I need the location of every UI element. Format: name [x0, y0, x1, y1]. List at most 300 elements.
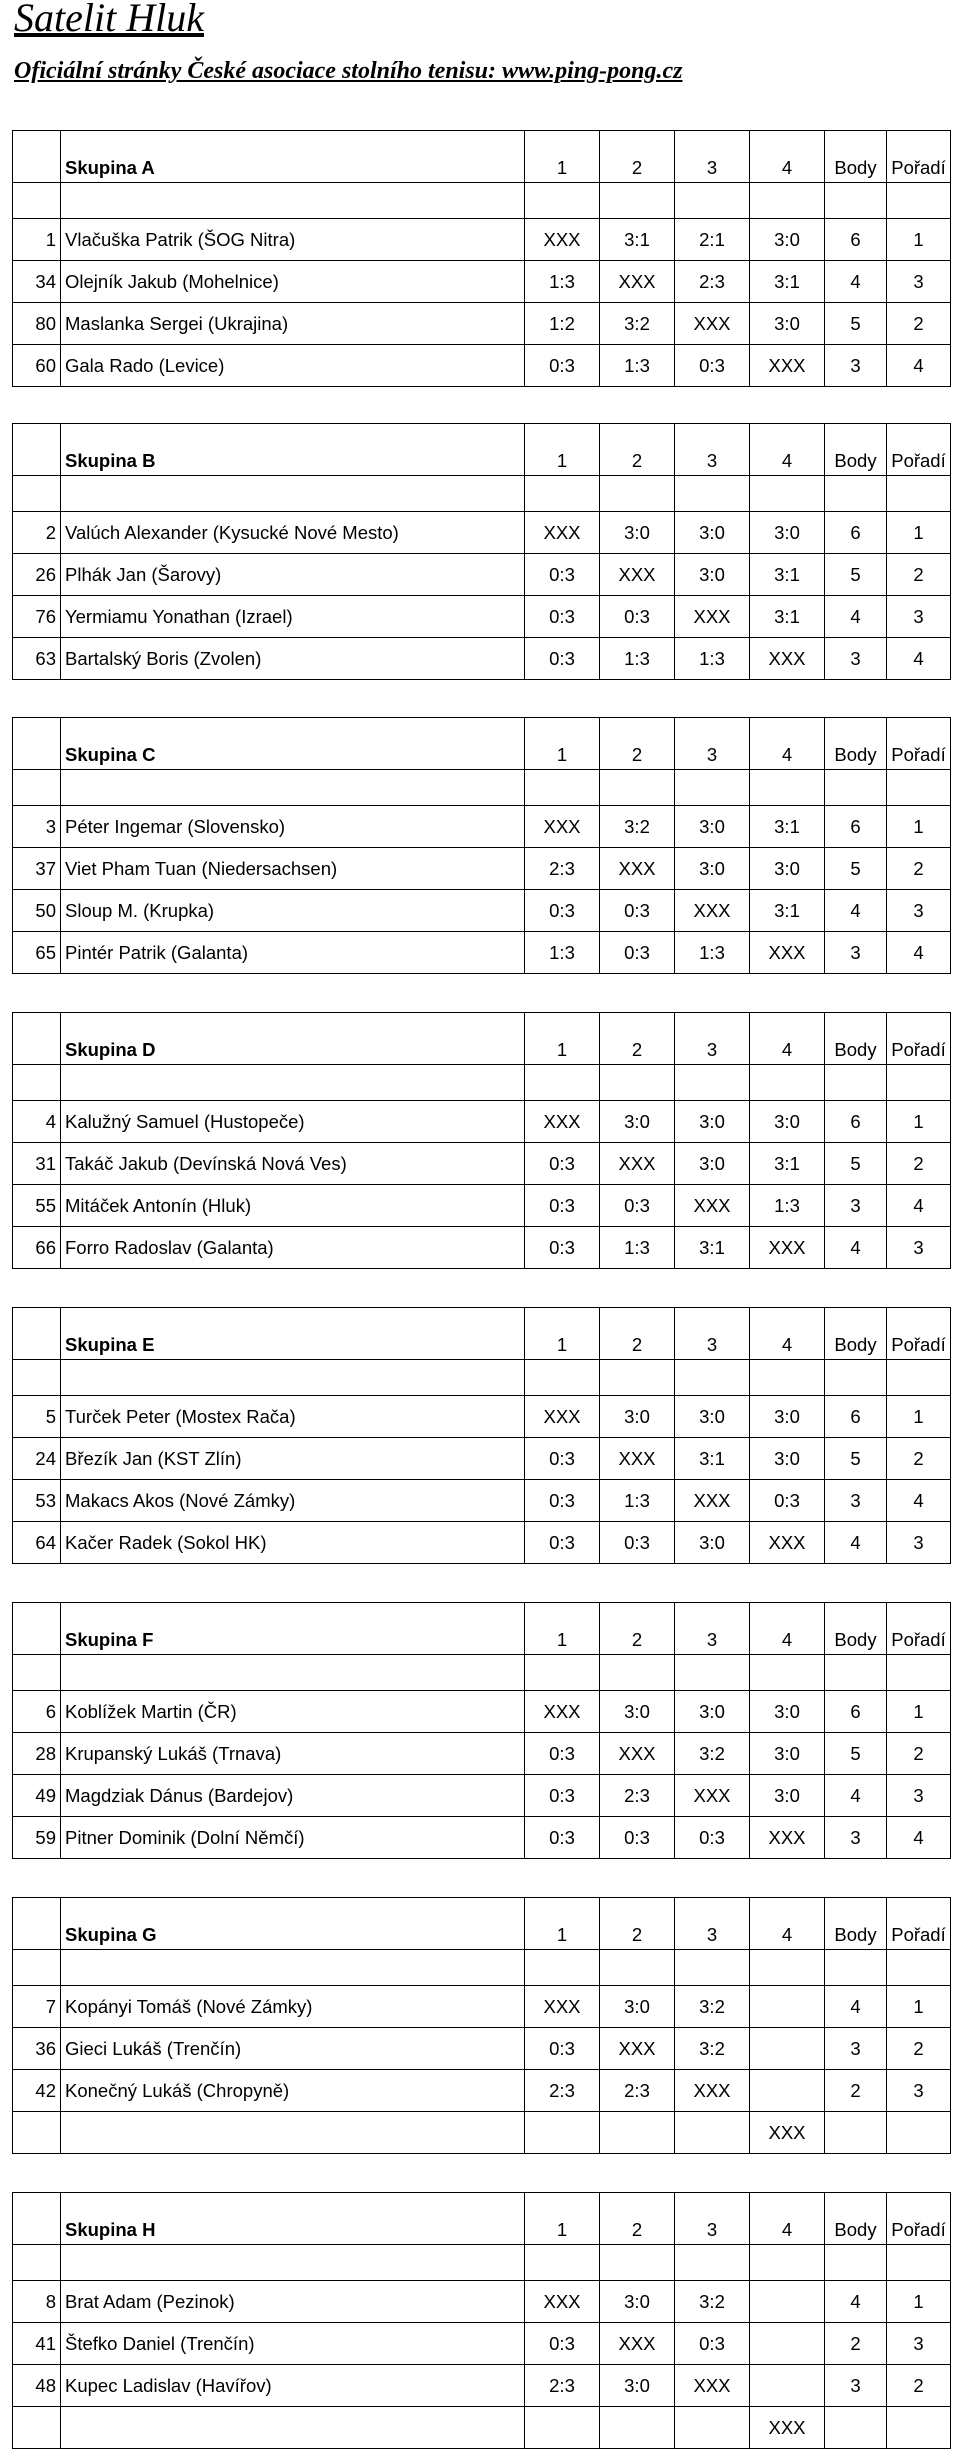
col-header-rank: Pořadí: [887, 1308, 951, 1360]
player-row: [13, 848, 951, 890]
seed-number: 8: [13, 2281, 61, 2323]
col-header-1: 1: [525, 1603, 600, 1655]
col-header-1: 1: [525, 1013, 600, 1065]
separator-cell: [750, 476, 825, 512]
group-table: [12, 1602, 951, 1859]
result-vs-4: 3:0: [750, 1438, 825, 1480]
rank: 4: [887, 638, 951, 680]
rank: 2: [887, 554, 951, 596]
col-header-rank: Pořadí: [887, 1898, 951, 1950]
result-vs-3: 3:2: [675, 1986, 750, 2028]
player-row: [13, 2323, 951, 2365]
result-vs-3: 3:0: [675, 1101, 750, 1143]
result-vs-4: 3:1: [750, 596, 825, 638]
rank: 3: [887, 1227, 951, 1269]
result-vs-1: 1:2: [525, 303, 600, 345]
col-header-3: 3: [675, 2193, 750, 2245]
result-vs-1: 2:3: [525, 2365, 600, 2407]
points: 6: [825, 512, 887, 554]
separator-cell: [675, 1950, 750, 1986]
result-vs-1: XXX: [525, 1986, 600, 2028]
result-vs-2: XXX: [600, 554, 675, 596]
player-row: [13, 261, 951, 303]
player-name: Valúch Alexander (Kysucké Nové Mesto): [61, 512, 525, 554]
separator-cell: [13, 1360, 61, 1396]
rank: 4: [887, 1817, 951, 1859]
result-vs-2: 3:0: [600, 2365, 675, 2407]
result-vs-3: 3:0: [675, 1396, 750, 1438]
rank: [887, 2112, 951, 2154]
rank: 3: [887, 2323, 951, 2365]
col-header-rank: Pořadí: [887, 131, 951, 183]
rank: 2: [887, 2365, 951, 2407]
result-vs-4: [750, 2365, 825, 2407]
group-header-row: [13, 1898, 951, 1950]
separator-row: [13, 770, 951, 806]
player-name: [61, 2112, 525, 2154]
result-vs-4: XXX: [750, 1817, 825, 1859]
group-header-row: [13, 424, 951, 476]
group-title: Skupina C: [61, 718, 525, 770]
separator-cell: [750, 770, 825, 806]
rank: 3: [887, 1522, 951, 1564]
separator-cell: [825, 476, 887, 512]
points: 5: [825, 554, 887, 596]
result-vs-3: 3:1: [675, 1438, 750, 1480]
result-vs-1: 0:3: [525, 554, 600, 596]
separator-cell: [61, 476, 525, 512]
result-vs-1: 0:3: [525, 1522, 600, 1564]
result-vs-4: 3:0: [750, 512, 825, 554]
col-header-1: 1: [525, 1308, 600, 1360]
rank: 1: [887, 1691, 951, 1733]
col-header-4: 4: [750, 1308, 825, 1360]
col-header-3: 3: [675, 1603, 750, 1655]
rank: 3: [887, 261, 951, 303]
result-vs-3: 0:3: [675, 1817, 750, 1859]
col-header-2: 2: [600, 718, 675, 770]
result-vs-4: 3:0: [750, 848, 825, 890]
separator-cell: [61, 770, 525, 806]
result-vs-1: 0:3: [525, 2323, 600, 2365]
result-vs-4: 0:3: [750, 1480, 825, 1522]
player-name: Bartalský Boris (Zvolen): [61, 638, 525, 680]
seed-number: 66: [13, 1227, 61, 1269]
result-vs-3: 0:3: [675, 345, 750, 387]
seed-number: 28: [13, 1733, 61, 1775]
result-vs-2: XXX: [600, 2323, 675, 2365]
separator-cell: [61, 2245, 525, 2281]
col-header-rank: Pořadí: [887, 1603, 951, 1655]
result-vs-3: [675, 2407, 750, 2449]
separator-cell: [600, 1360, 675, 1396]
result-vs-3: XXX: [675, 1775, 750, 1817]
player-name: Sloup M. (Krupka): [61, 890, 525, 932]
col-header-2: 2: [600, 1603, 675, 1655]
separator-cell: [13, 2245, 61, 2281]
separator-cell: [675, 770, 750, 806]
result-vs-4: 3:0: [750, 1775, 825, 1817]
separator-row: [13, 183, 951, 219]
result-vs-1: XXX: [525, 512, 600, 554]
result-vs-3: 3:0: [675, 554, 750, 596]
col-header-points: Body: [825, 1898, 887, 1950]
player-row: [13, 1522, 951, 1564]
result-vs-3: 3:0: [675, 848, 750, 890]
player-name: [61, 2407, 525, 2449]
header-blank-cell: [13, 424, 61, 476]
player-row: [13, 890, 951, 932]
result-vs-4: XXX: [750, 932, 825, 974]
player-row: [13, 1733, 951, 1775]
seed-number: 3: [13, 806, 61, 848]
separator-cell: [600, 1655, 675, 1691]
player-name: Krupanský Lukáš (Trnava): [61, 1733, 525, 1775]
result-vs-2: 3:0: [600, 1101, 675, 1143]
separator-cell: [825, 1360, 887, 1396]
col-header-3: 3: [675, 1308, 750, 1360]
result-vs-2: XXX: [600, 2028, 675, 2070]
separator-cell: [825, 1950, 887, 1986]
result-vs-3: 3:0: [675, 806, 750, 848]
result-vs-4: XXX: [750, 638, 825, 680]
separator-cell: [887, 1655, 951, 1691]
separator-cell: [13, 183, 61, 219]
player-name: Konečný Lukáš (Chropyně): [61, 2070, 525, 2112]
result-vs-2: [600, 2112, 675, 2154]
player-name: Kopányi Tomáš (Nové Zámky): [61, 1986, 525, 2028]
rank: 1: [887, 1101, 951, 1143]
rank: 2: [887, 848, 951, 890]
group-title: Skupina H: [61, 2193, 525, 2245]
result-vs-1: 0:3: [525, 1775, 600, 1817]
player-row: [13, 1817, 951, 1859]
separator-cell: [887, 183, 951, 219]
result-vs-2: 3:1: [600, 219, 675, 261]
group-table: [12, 423, 951, 680]
header-blank-cell: [13, 1013, 61, 1065]
col-header-1: 1: [525, 424, 600, 476]
result-vs-4: XXX: [750, 1227, 825, 1269]
player-name: Koblížek Martin (ČR): [61, 1691, 525, 1733]
result-vs-1: 0:3: [525, 2028, 600, 2070]
player-row: [13, 806, 951, 848]
seed-number: 65: [13, 932, 61, 974]
separator-cell: [750, 183, 825, 219]
separator-cell: [825, 1065, 887, 1101]
result-vs-3: 3:0: [675, 1522, 750, 1564]
result-vs-3: XXX: [675, 1185, 750, 1227]
separator-cell: [825, 1655, 887, 1691]
points: 3: [825, 932, 887, 974]
result-vs-3: XXX: [675, 596, 750, 638]
seed-number: 7: [13, 1986, 61, 2028]
seed-number: 49: [13, 1775, 61, 1817]
player-name: Brat Adam (Pezinok): [61, 2281, 525, 2323]
separator-cell: [61, 1360, 525, 1396]
col-header-3: 3: [675, 718, 750, 770]
seed-number: 63: [13, 638, 61, 680]
col-header-4: 4: [750, 2193, 825, 2245]
group-e: [12, 1307, 950, 1553]
result-vs-3: XXX: [675, 2070, 750, 2112]
col-header-3: 3: [675, 1013, 750, 1065]
separator-cell: [600, 2245, 675, 2281]
result-vs-4: [750, 2281, 825, 2323]
result-vs-2: 1:3: [600, 1227, 675, 1269]
player-row: [13, 1185, 951, 1227]
seed-number: 80: [13, 303, 61, 345]
result-vs-3: XXX: [675, 2365, 750, 2407]
separator-cell: [13, 1065, 61, 1101]
player-row: [13, 638, 951, 680]
points: 5: [825, 1143, 887, 1185]
player-name: Yermiamu Yonathan (Izrael): [61, 596, 525, 638]
result-vs-1: 0:3: [525, 596, 600, 638]
header-blank-cell: [13, 1308, 61, 1360]
result-vs-1: 0:3: [525, 1143, 600, 1185]
result-vs-3: XXX: [675, 890, 750, 932]
separator-cell: [600, 183, 675, 219]
result-vs-2: 3:2: [600, 303, 675, 345]
result-vs-3: 3:2: [675, 1733, 750, 1775]
player-name: Plhák Jan (Šarovy): [61, 554, 525, 596]
player-row: [13, 1143, 951, 1185]
seed-number: 76: [13, 596, 61, 638]
header-blank-cell: [13, 2193, 61, 2245]
separator-cell: [61, 1950, 525, 1986]
separator-cell: [13, 476, 61, 512]
col-header-2: 2: [600, 1013, 675, 1065]
col-header-3: 3: [675, 424, 750, 476]
result-vs-2: [600, 2407, 675, 2449]
result-vs-4: [750, 1986, 825, 2028]
col-header-4: 4: [750, 1603, 825, 1655]
rank: [887, 2407, 951, 2449]
group-h: [12, 2192, 950, 2438]
group-table: [12, 130, 951, 387]
seed-number: 60: [13, 345, 61, 387]
points: 4: [825, 1986, 887, 2028]
result-vs-3: 3:1: [675, 1227, 750, 1269]
rank: 1: [887, 219, 951, 261]
player-row: [13, 1101, 951, 1143]
player-name: Pintér Patrik (Galanta): [61, 932, 525, 974]
points: 5: [825, 1733, 887, 1775]
col-header-rank: Pořadí: [887, 718, 951, 770]
player-row: [13, 345, 951, 387]
group-d: [12, 1012, 950, 1258]
group-table: [12, 717, 951, 974]
separator-cell: [825, 770, 887, 806]
separator-cell: [525, 2245, 600, 2281]
points: 4: [825, 1775, 887, 1817]
group-title: Skupina G: [61, 1898, 525, 1950]
separator-cell: [13, 770, 61, 806]
seed-number: 53: [13, 1480, 61, 1522]
seed-number: 50: [13, 890, 61, 932]
result-vs-1: XXX: [525, 1691, 600, 1733]
result-vs-1: 0:3: [525, 1227, 600, 1269]
seed-number: 1: [13, 219, 61, 261]
group-title: Skupina F: [61, 1603, 525, 1655]
col-header-rank: Pořadí: [887, 2193, 951, 2245]
rank: 2: [887, 303, 951, 345]
result-vs-1: 2:3: [525, 2070, 600, 2112]
result-vs-3: [675, 2112, 750, 2154]
group-table: [12, 1897, 951, 2154]
player-row: [13, 2365, 951, 2407]
seed-number: 41: [13, 2323, 61, 2365]
col-header-1: 1: [525, 718, 600, 770]
player-name: Pitner Dominik (Dolní Němčí): [61, 1817, 525, 1859]
separator-cell: [525, 1655, 600, 1691]
player-name: Štefko Daniel (Trenčín): [61, 2323, 525, 2365]
separator-row: [13, 1360, 951, 1396]
result-vs-4: XXX: [750, 1522, 825, 1564]
result-vs-1: 0:3: [525, 1817, 600, 1859]
separator-row: [13, 1065, 951, 1101]
result-vs-1: 1:3: [525, 261, 600, 303]
page-title: Satelit Hluk: [14, 0, 204, 40]
result-vs-4: 3:1: [750, 554, 825, 596]
player-row: [13, 1438, 951, 1480]
col-header-4: 4: [750, 131, 825, 183]
player-name: Kupec Ladislav (Havířov): [61, 2365, 525, 2407]
separator-cell: [61, 1655, 525, 1691]
separator-cell: [13, 1950, 61, 1986]
result-vs-4: [750, 2028, 825, 2070]
rank: 2: [887, 1438, 951, 1480]
player-name: Maslanka Sergei (Ukrajina): [61, 303, 525, 345]
col-header-2: 2: [600, 424, 675, 476]
points: 4: [825, 890, 887, 932]
separator-cell: [525, 183, 600, 219]
group-table: [12, 2192, 951, 2449]
seed-number: 37: [13, 848, 61, 890]
rank: 1: [887, 512, 951, 554]
result-vs-2: 2:3: [600, 2070, 675, 2112]
separator-cell: [887, 476, 951, 512]
col-header-points: Body: [825, 1013, 887, 1065]
seed-number: 2: [13, 512, 61, 554]
points: 6: [825, 1691, 887, 1733]
result-vs-1: XXX: [525, 806, 600, 848]
seed-number: 59: [13, 1817, 61, 1859]
result-vs-4: XXX: [750, 2112, 825, 2154]
result-vs-1: XXX: [525, 1396, 600, 1438]
player-name: Gieci Lukáš (Trenčín): [61, 2028, 525, 2070]
seed-number: 5: [13, 1396, 61, 1438]
result-vs-1: [525, 2407, 600, 2449]
separator-cell: [887, 1950, 951, 1986]
result-vs-3: XXX: [675, 1480, 750, 1522]
result-vs-2: 3:0: [600, 1691, 675, 1733]
header-blank-cell: [13, 131, 61, 183]
seed-number: 36: [13, 2028, 61, 2070]
separator-cell: [750, 1065, 825, 1101]
col-header-3: 3: [675, 131, 750, 183]
group-a: [12, 130, 950, 376]
col-header-1: 1: [525, 131, 600, 183]
result-vs-1: 0:3: [525, 638, 600, 680]
result-vs-3: 1:3: [675, 932, 750, 974]
result-vs-1: 0:3: [525, 1733, 600, 1775]
player-row: [13, 303, 951, 345]
player-name: Gala Rado (Levice): [61, 345, 525, 387]
seed-number: 55: [13, 1185, 61, 1227]
player-name: Březík Jan (KST Zlín): [61, 1438, 525, 1480]
result-vs-4: XXX: [750, 345, 825, 387]
seed-number: [13, 2407, 61, 2449]
player-row: [13, 512, 951, 554]
player-row: [13, 2112, 951, 2154]
col-header-4: 4: [750, 1013, 825, 1065]
points: 2: [825, 2323, 887, 2365]
col-header-4: 4: [750, 718, 825, 770]
player-name: Kačer Radek (Sokol HK): [61, 1522, 525, 1564]
player-row: [13, 1480, 951, 1522]
result-vs-4: 3:0: [750, 1691, 825, 1733]
result-vs-3: 3:0: [675, 1691, 750, 1733]
rank: 4: [887, 1185, 951, 1227]
separator-cell: [525, 1065, 600, 1101]
result-vs-1: 0:3: [525, 1438, 600, 1480]
result-vs-1: XXX: [525, 219, 600, 261]
group-title: Skupina D: [61, 1013, 525, 1065]
result-vs-1: 0:3: [525, 890, 600, 932]
player-row: [13, 1775, 951, 1817]
result-vs-4: 3:0: [750, 1101, 825, 1143]
player-name: Forro Radoslav (Galanta): [61, 1227, 525, 1269]
player-row: [13, 1986, 951, 2028]
col-header-2: 2: [600, 1898, 675, 1950]
points: 3: [825, 1817, 887, 1859]
points: 6: [825, 219, 887, 261]
separator-cell: [61, 1065, 525, 1101]
separator-cell: [887, 770, 951, 806]
result-vs-4: 3:1: [750, 890, 825, 932]
group-c: [12, 717, 950, 963]
separator-cell: [887, 1065, 951, 1101]
result-vs-1: 0:3: [525, 345, 600, 387]
player-row: [13, 2028, 951, 2070]
points: 3: [825, 2028, 887, 2070]
result-vs-2: 0:3: [600, 1522, 675, 1564]
result-vs-2: 3:2: [600, 806, 675, 848]
header-blank-cell: [13, 1603, 61, 1655]
result-vs-1: 2:3: [525, 848, 600, 890]
separator-row: [13, 1950, 951, 1986]
result-vs-4: 3:0: [750, 219, 825, 261]
rank: 4: [887, 345, 951, 387]
rank: 4: [887, 932, 951, 974]
col-header-2: 2: [600, 131, 675, 183]
player-row: [13, 932, 951, 974]
points: 6: [825, 1396, 887, 1438]
player-name: Magdziak Dánus (Bardejov): [61, 1775, 525, 1817]
separator-cell: [750, 1655, 825, 1691]
seed-number: 6: [13, 1691, 61, 1733]
seed-number: 4: [13, 1101, 61, 1143]
points: 4: [825, 596, 887, 638]
player-row: [13, 1691, 951, 1733]
result-vs-2: 0:3: [600, 596, 675, 638]
seed-number: [13, 2112, 61, 2154]
result-vs-4: 3:0: [750, 1396, 825, 1438]
col-header-1: 1: [525, 2193, 600, 2245]
result-vs-1: 1:3: [525, 932, 600, 974]
